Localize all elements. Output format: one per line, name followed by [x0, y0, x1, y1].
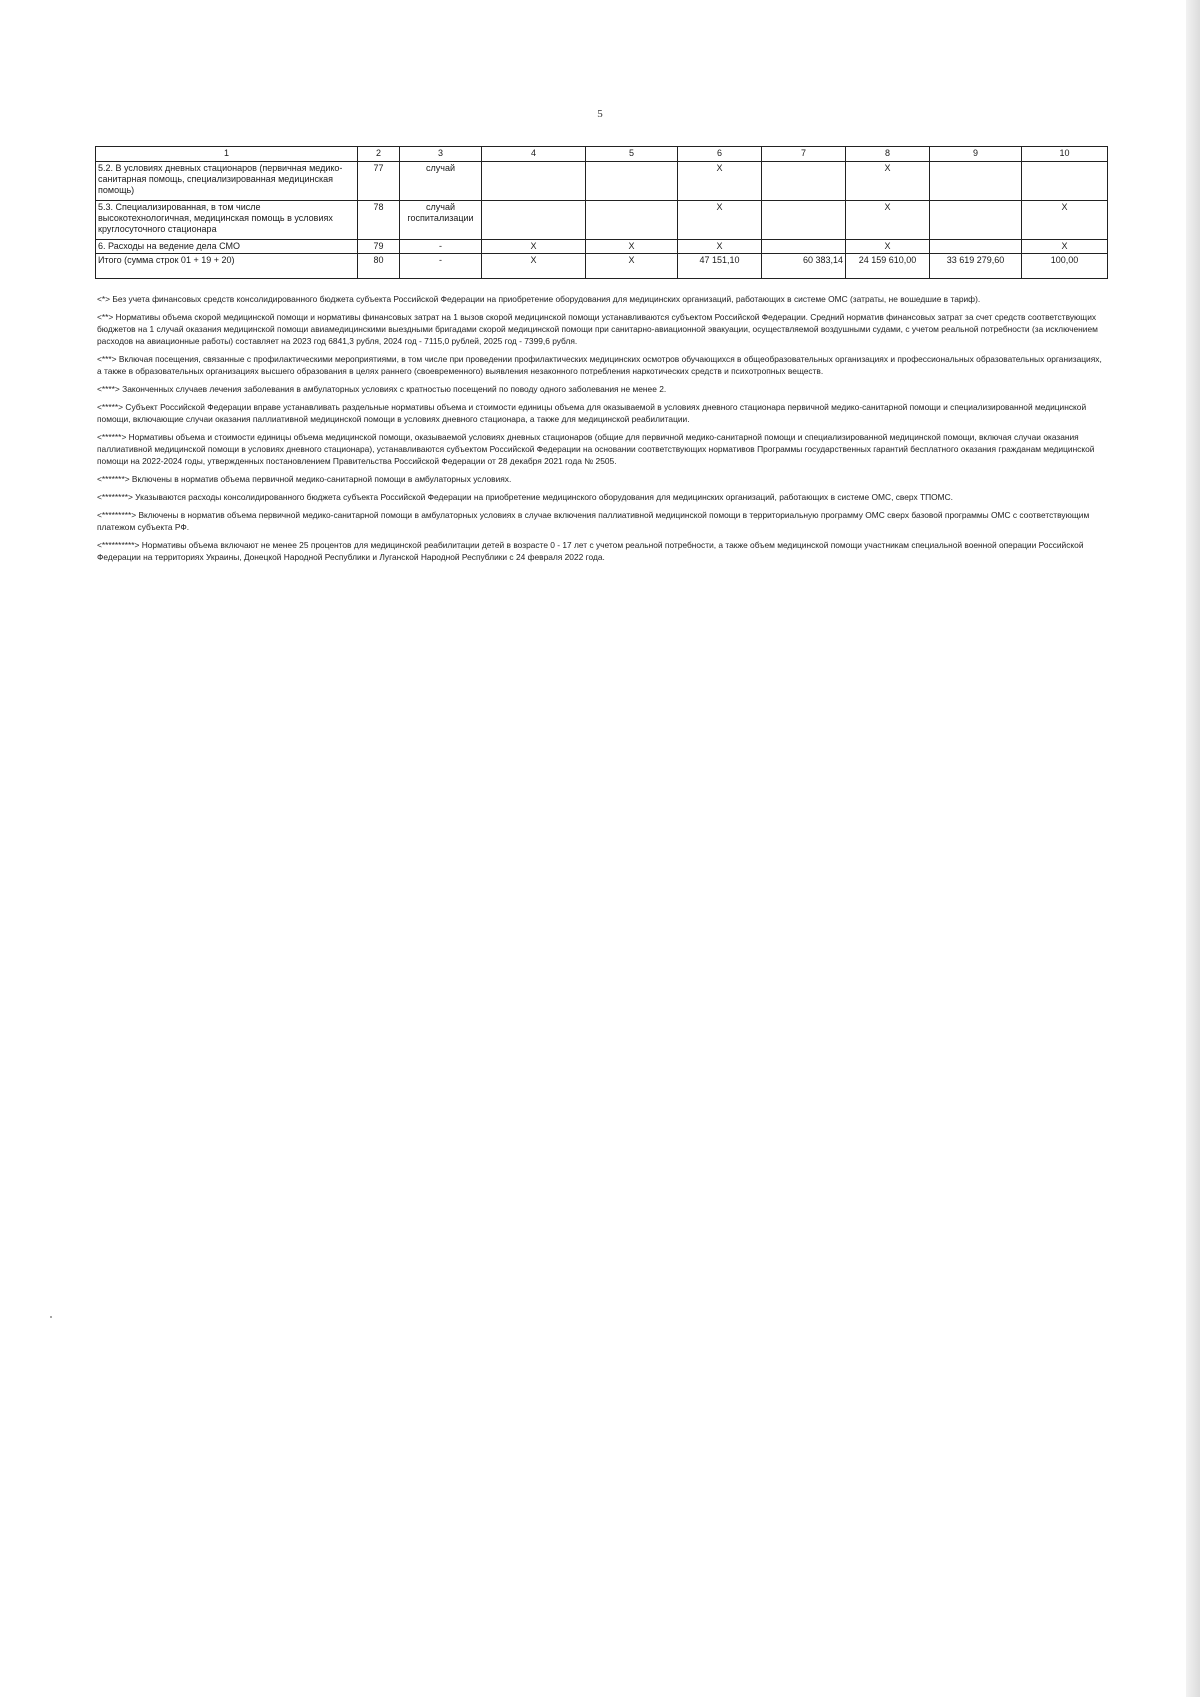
row-label: Итого (сумма строк 01 + 19 + 20): [96, 254, 358, 279]
row-label: 6. Расходы на ведение дела СМО: [96, 240, 358, 254]
unit-cell: случай: [400, 162, 482, 201]
column-header: 8: [846, 147, 930, 162]
footnote: <*> Без учета финансовых средств консолидированного бюджета субъекта Российской Федерации на приобретение оборудования для медицинских организаций, работающих в системе ОМС (затраты, не вошедшие в тариф).: [97, 294, 981, 304]
table-cell: [930, 162, 1022, 201]
table-cell: X: [482, 240, 586, 254]
table-row: [96, 162, 1108, 201]
footnote: <*******> Включены в норматив объема первичной медико-санитарной помощи в амбулаторных условиях.: [97, 474, 512, 484]
table-cell: X: [586, 240, 678, 254]
footnote: <*********> Включены в норматив объема первичной медико-санитарной помощи в амбулаторных условиях в случае включения паллиативной медицинской помощи в территориальную программу ОМС сверх базовой программы ОМС с соответствующим платежом субъекта РФ.: [97, 510, 1090, 532]
table-row: [96, 201, 1108, 240]
row-number: 77: [358, 162, 400, 201]
table-cell: [762, 201, 846, 240]
unit-cell: -: [400, 254, 482, 279]
table-cell: X: [1022, 201, 1108, 240]
table-cell: X: [586, 254, 678, 279]
table-cell: X: [482, 254, 586, 279]
column-header: 6: [678, 147, 762, 162]
footnote: <********> Указываются расходы консолидированного бюджета субъекта Российской Федерации на приобретение медицинского оборудования для медицинских организаций, работающих в системе ОМС, сверх ТПОМС.: [97, 492, 954, 502]
table-cell: [482, 162, 586, 201]
row-number: 79: [358, 240, 400, 254]
table-cell: [1022, 162, 1108, 201]
column-header: 3: [400, 147, 482, 162]
table-header-row: [96, 147, 1108, 162]
table-cell: X: [846, 240, 930, 254]
column-header: 5: [586, 147, 678, 162]
footnotes: [97, 293, 1102, 569]
column-header: 4: [482, 147, 586, 162]
table-cell: [586, 201, 678, 240]
page-number: 5: [597, 108, 603, 120]
table-cell: [762, 162, 846, 201]
column-header: 9: [930, 147, 1022, 162]
table-row-total: [96, 254, 1108, 279]
table-cell: [586, 162, 678, 201]
column-header: 10: [1022, 147, 1108, 162]
total-value: 100,00: [1022, 254, 1108, 279]
table-cell: [482, 201, 586, 240]
table-cell: [930, 201, 1022, 240]
unit-cell: случай госпитализации: [400, 201, 482, 240]
table-cell: X: [678, 240, 762, 254]
table-cell: X: [678, 201, 762, 240]
table-cell: X: [1022, 240, 1108, 254]
footnote: <**> Нормативы объема скорой медицинской помощи и нормативы финансовых затрат на 1 вызов скорой медицинской помощи устанавливаются субъектом Российской Федерации. Средний норматив финансовых затрат за счет средств соответствующих бюджетов на 1 случай оказания медицинской помощи авиамедицинскими выездными бригадами скорой медицинской помощи при санитарно-авиационной эвакуации, осуществляемой воздушными судами, с учетом реальной потребности (за исключением расходов на авиационные работы) составляет на 2023 год 6841,3 рубля, 2024 год - 7115,0 рублей, 2025 год - 7399,6 рубля.: [97, 312, 1098, 346]
row-label: 5.3. Специализированная, в том числе высокотехнологичная, медицинская помощь в условиях круглосуточного стационара: [96, 201, 358, 240]
row-label: 5.2. В условиях дневных стационаров (первичная медико-санитарная помощь, специализированная медицинская помощь): [96, 162, 358, 201]
column-header: 2: [358, 147, 400, 162]
footnote: <*****> Субъект Российской Федерации вправе устанавливать раздельные нормативы объема и стоимости единицы объема для оказываемой в условиях дневного стационара первичной медико-санитарной помощи и специализированной медицинской помощи, включающие случаи оказания паллиативной медицинской помощи в условиях дневного стационара, а также для медицинской реабилитации.: [97, 402, 1087, 424]
table-cell: [930, 240, 1022, 254]
table-cell: [762, 240, 846, 254]
total-value: 60 383,14: [762, 254, 846, 279]
table-row: [96, 240, 1108, 254]
footnote: <******> Нормативы объема и стоимости единицы объема медицинской помощи, оказываемой условиях дневных стационаров (общие для первичной медико-санитарной помощи и специализированной медицинской помощи, включая случаи оказания паллиативной медицинской помощи в условиях дневного стационара), устанавливаются субъектом Российской Федерации на основании соответствующих нормативов Программы государственных гарантий бесплатного оказания гражданам медицинской помощи на 2022-2024 годы, утвержденных постановлением Правительства Российской Федерации от 28 декабря 2021 года № 2505.: [97, 432, 1095, 466]
total-value: 24 159 610,00: [846, 254, 930, 279]
scan-page-edge: [1186, 0, 1200, 1697]
row-number: 80: [358, 254, 400, 279]
unit-cell: -: [400, 240, 482, 254]
footnote: <**********> Нормативы объема включают не менее 25 процентов для медицинской реабилитации детей в возрасте 0 - 17 лет с учетом реальной потребности, а также объем медицинской помощи участникам специальной военной операции Российской Федерации на территориях Украины, Донецкой Народной Республики и Луганской Народной Республики с 24 февраля 2022 года.: [97, 540, 1084, 562]
total-value: 47 151,10: [678, 254, 762, 279]
footnote: <***> Включая посещения, связанные с профилактическими мероприятиями, в том числе при проведении профилактических медицинских осмотров обучающихся в общеобразовательных организациях и профессиональных образовательных организациях, а также в образовательных организациях высшего образования в целях раннего (своевременного) выявления незаконного потребления наркотических средств и психотропных веществ.: [97, 354, 1102, 376]
scan-speck: [50, 1316, 52, 1318]
budget-table: [95, 146, 1108, 279]
column-header: 7: [762, 147, 846, 162]
table-cell: X: [678, 162, 762, 201]
table-cell: X: [846, 162, 930, 201]
column-header: 1: [96, 147, 358, 162]
total-value: 33 619 279,60: [930, 254, 1022, 279]
row-number: 78: [358, 201, 400, 240]
footnote: <****> Законченных случаев лечения заболевания в амбулаторных условиях с кратностью посещений по поводу одного заболевания не менее 2.: [97, 384, 667, 394]
table-cell: X: [846, 201, 930, 240]
